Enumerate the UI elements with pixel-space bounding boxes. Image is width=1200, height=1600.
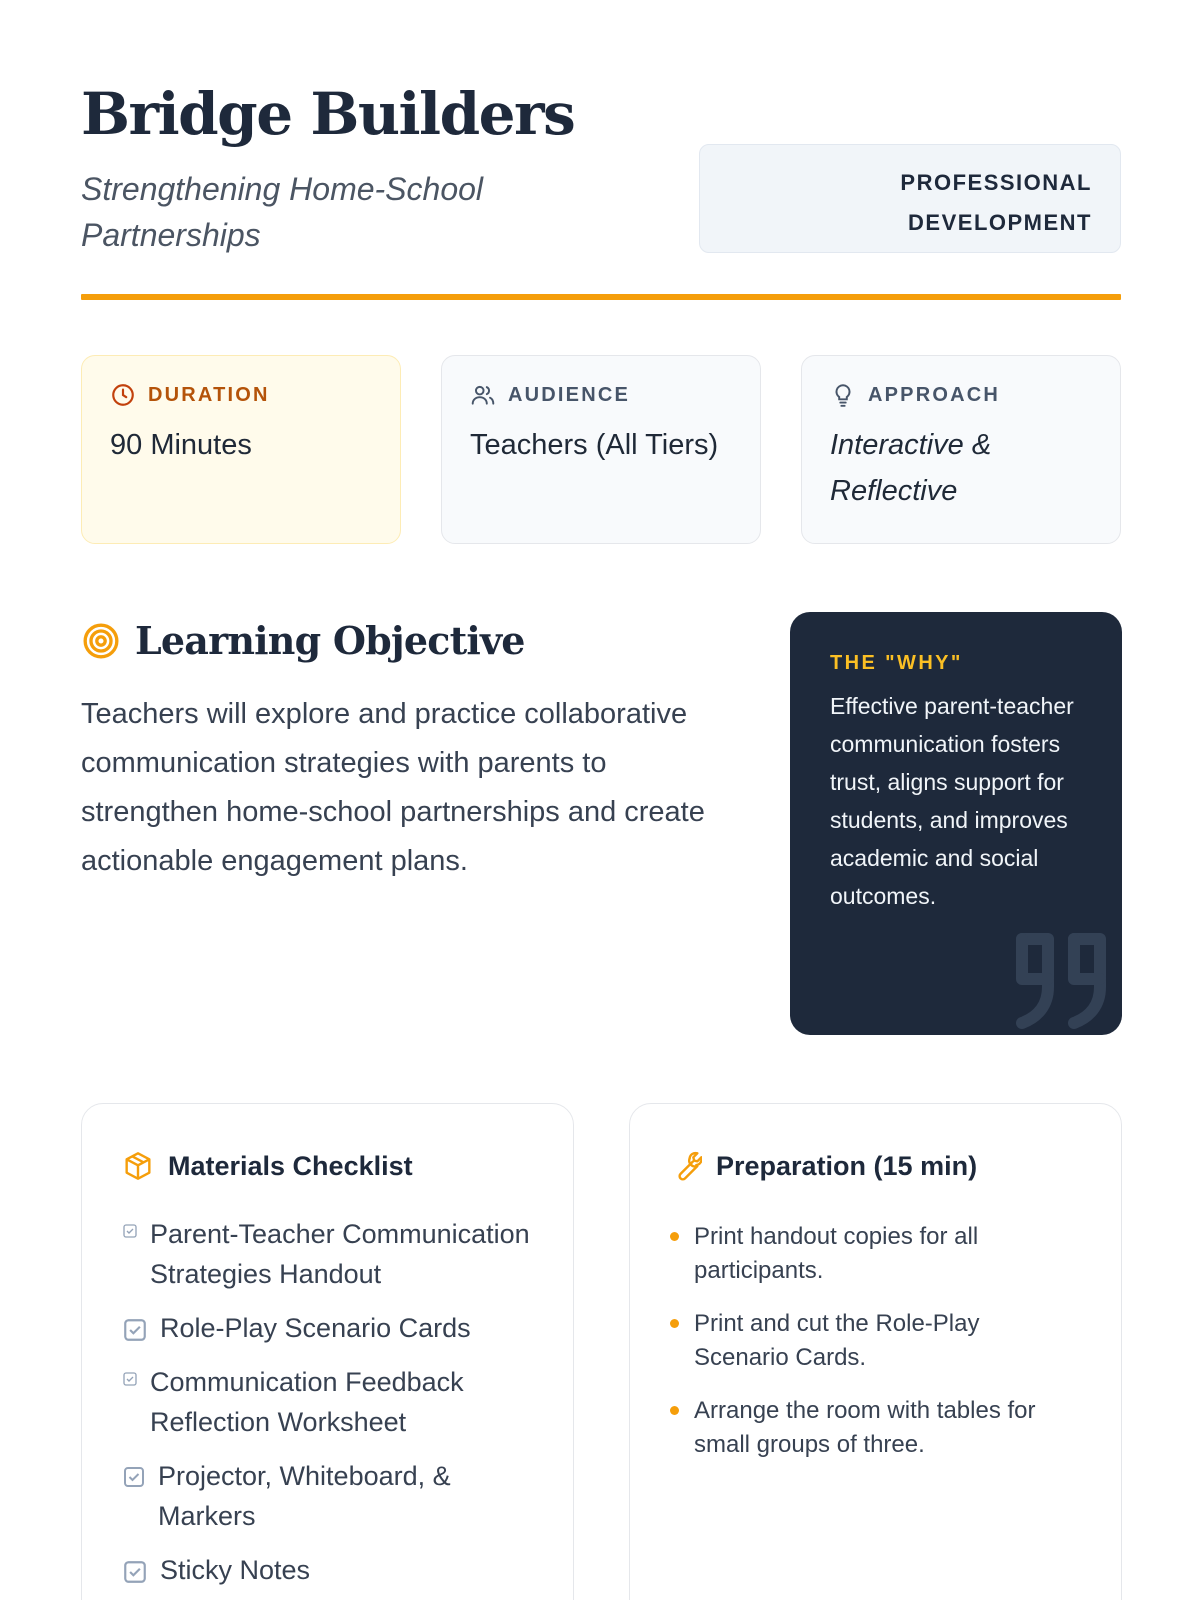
page-title: Bridge Builders [81, 80, 575, 148]
checkbox-icon [122, 1465, 146, 1489]
lightbulb-icon [830, 382, 856, 408]
material-item-label: Sticky Notes [160, 1555, 311, 1585]
objective-text: Teachers will explore and practice collaborative communication strategies with parents to strengthen home-school partnerships and create actionable engagement plans. [81, 698, 705, 877]
list-item [122, 1362, 533, 1442]
approach-value: Interactive & Reflective [830, 429, 992, 507]
list-item [122, 1308, 533, 1348]
category-badge [699, 144, 1121, 253]
users-icon [470, 382, 496, 408]
why-label: THE "WHY" [830, 652, 963, 674]
approach-label: APPROACH [868, 383, 1001, 406]
checkbox-icon [122, 1223, 138, 1239]
clock-icon [110, 382, 136, 408]
preparation-title: Preparation (15 min) [716, 1150, 978, 1181]
duration-value: 90 Minutes [110, 429, 252, 461]
material-item-label: Communication Feedback Reflection Worksheet [150, 1367, 464, 1437]
header-divider [81, 294, 1121, 300]
audience-label: AUDIENCE [508, 383, 631, 406]
target-icon [81, 621, 121, 661]
box-icon [122, 1150, 154, 1182]
page-header [81, 80, 1121, 300]
material-item-label: Projector, Whiteboard, & Markers [158, 1461, 451, 1531]
list-item [122, 1550, 533, 1590]
checkbox-icon [122, 1559, 148, 1585]
objective-heading [81, 618, 525, 663]
materials-list [122, 1214, 533, 1590]
page-subtitle: Strengthening Home-School Partnerships [81, 171, 484, 253]
preparation-list [670, 1220, 1081, 1462]
why-text: Effective parent-teacher communication fosters trust, aligns support for students, and improves academic and social outcomes. [830, 693, 1074, 909]
duration-card [81, 355, 401, 544]
material-item-label: Role-Play Scenario Cards [160, 1313, 471, 1343]
list-item: Arrange the room with tables for small groups of three. [670, 1394, 1070, 1462]
list-item: Print and cut the Role-Play Scenario Cards. [670, 1307, 1070, 1375]
preparation-panel [629, 1103, 1122, 1600]
objective-title: Learning Objective [135, 618, 525, 663]
checkbox-icon [122, 1317, 148, 1343]
badge-line-2: DEVELOPMENT [908, 210, 1092, 235]
checkbox-icon [122, 1371, 138, 1387]
material-item-label: Parent-Teacher Communication Strategies Handout [150, 1219, 530, 1289]
approach-card [801, 355, 1121, 544]
list-item [122, 1214, 533, 1294]
wrench-icon [670, 1150, 702, 1182]
duration-label: DURATION [148, 383, 270, 406]
list-item [122, 1456, 533, 1536]
audience-value: Teachers (All Tiers) [470, 429, 719, 461]
why-card [790, 612, 1122, 1035]
list-item: Print handout copies for all participants. [670, 1220, 1070, 1288]
audience-card [441, 355, 761, 544]
materials-title: Materials Checklist [168, 1150, 413, 1181]
quote-icon [1008, 929, 1122, 1035]
materials-panel [81, 1103, 574, 1600]
badge-line-1: PROFESSIONAL [900, 170, 1092, 195]
